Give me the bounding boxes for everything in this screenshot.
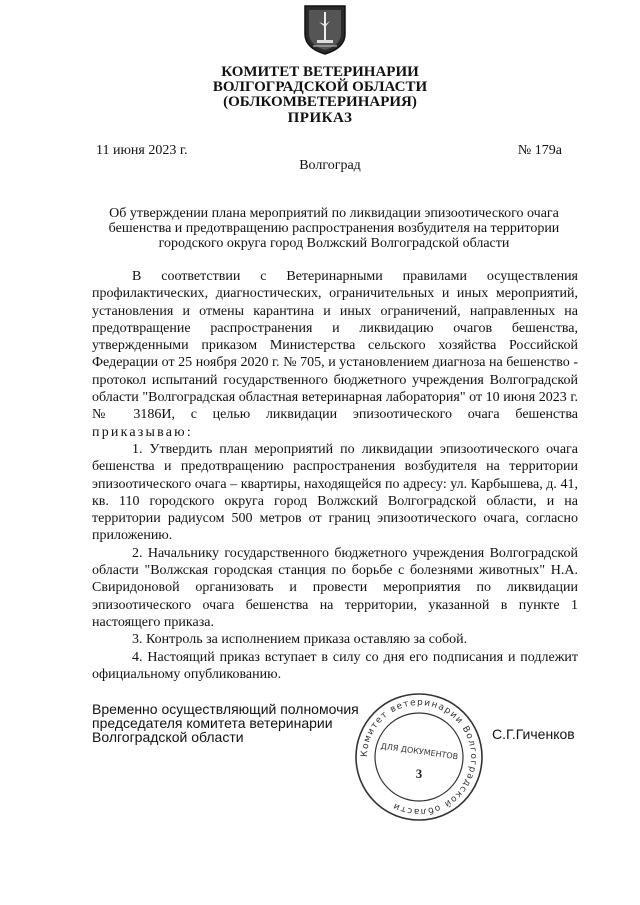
signatory-position-line-1: Временно осуществляющий полномочия	[92, 701, 359, 717]
item-1: 1. Утвердить план мероприятий по ликвидации эпизоотического очага бешенства и предотвращению распространения возбудителя на территории эпизоотического очага – квартиры, находящейся по адресу: ул. Карбышева, д. 41, кв. 110 городского округа город Волжский Волгоградской области, и на территории радиусом 500 метров от границ эпизоотического очага, согласно приложению.	[92, 441, 578, 544]
doc-number: № 179а	[517, 143, 562, 158]
official-stamp	[352, 690, 486, 824]
doc-type-title: ПРИКАЗ	[287, 110, 353, 126]
stamp-ring-text: Комитет ветеринарии Волгоградской области	[359, 697, 479, 817]
org-name-line-1: КОМИТЕТ ВЕТЕРИНАРИИ	[221, 64, 419, 80]
item-3: 3. Контроль за исполнением приказа оставляю за собой.	[132, 632, 468, 648]
signatory-position-line-3: Волгоградской области	[92, 729, 244, 745]
item-2: 2. Начальнику государственного бюджетного учреждения Волгоградской области "Волжская городская станция по борьбе с болезнями животных" Н.А. Свиридоновой организовать и провести мероприятия по ликвидации эпизоотического очага бешенства на территории, указанной в пункте 1 настоящего приказа.	[92, 545, 578, 630]
signatory-name: С.Г.Гиченков	[492, 726, 575, 742]
signatory-position	[92, 702, 359, 744]
doc-subject: Об утверждении плана мероприятий по ликвидации эпизоотического очага бешенства и предотвращению распространения возбудителя на территории городского округа город Волжский Волгоградской области	[108, 206, 560, 251]
doc-body	[92, 268, 578, 683]
signatory-position-line-2: председателя комитета ветеринарии	[92, 715, 333, 731]
doc-date: 11 июня 2023 г.	[96, 143, 188, 158]
intro-text: В соответствии с Ветеринарными правилами осуществления профилактических, диагностических, ограничительных и иных мероприятий, установления и отмены карантина и иных ограничений, направленных на предотвращение распространения и ликвидацию очагов бешенства, утвержденными приказом Министерства сельского хозяйства Российской Федерации от 25 ноября 2020 г. № 705, и установлением диагноза на бешенство - протокол испытаний государственного бюджетного учреждения Волгоградской области "Волгоградская областная ветеринарная лаборатория" от 10 июня 2023 г. № 3186И, с целью ликвидации эпизоотического очага бешенства	[92, 269, 578, 423]
stamp-center-text: ДЛЯ ДОКУМЕНТОВ	[380, 741, 459, 762]
decree-word: приказываю:	[92, 424, 193, 440]
coat-of-arms-icon	[303, 4, 347, 56]
intro-paragraph	[92, 268, 578, 441]
svg-text:Комитет ветеринарии Волгоградс	[360, 698, 478, 816]
stamp-number: 3	[415, 766, 423, 781]
org-name-line-2: ВОЛГОГРАДСКОЙ ОБЛАСТИ	[212, 79, 428, 95]
item-4: 4. Настоящий приказ вступает в силу со дня его подписания и подлежит официальному опубликованию.	[92, 649, 578, 682]
doc-city: Волгоград	[299, 158, 361, 173]
org-name-short: (ОБЛКОМВЕТЕРИНАРИЯ)	[223, 94, 417, 110]
